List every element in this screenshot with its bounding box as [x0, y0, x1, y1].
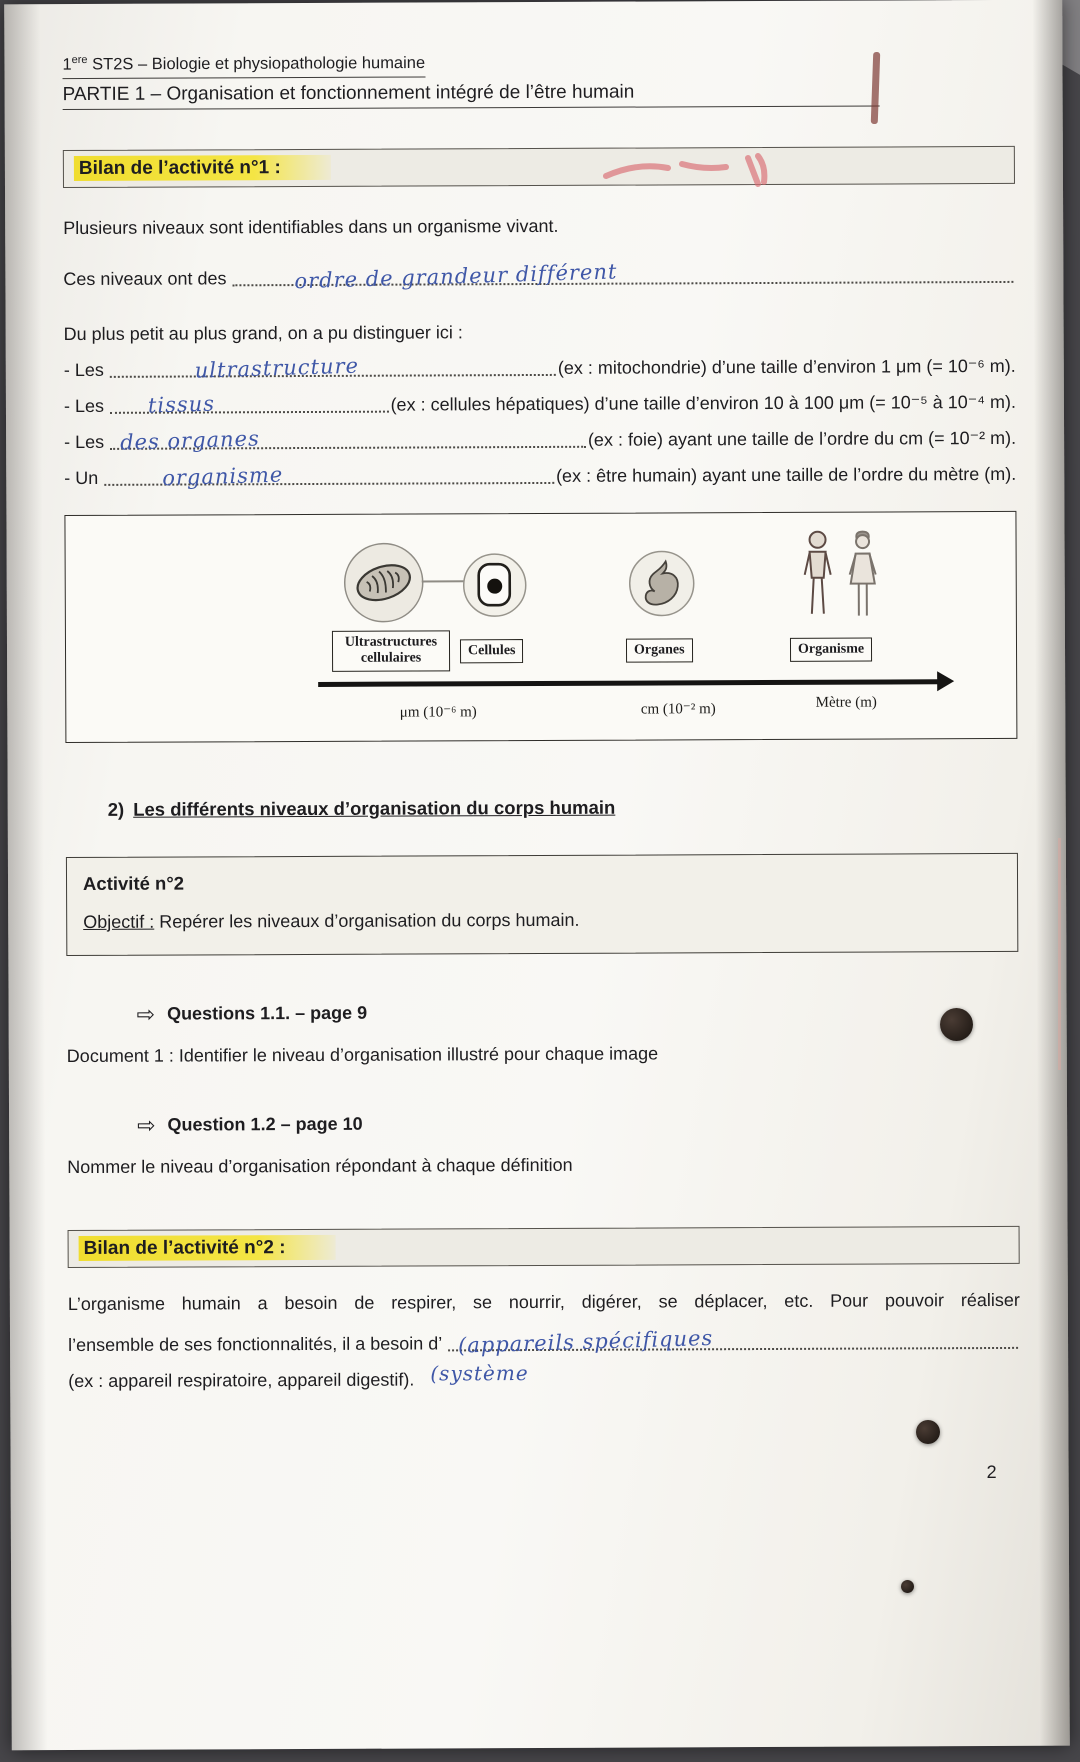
dotted-blank — [104, 462, 554, 490]
objectif-text: Repérer les niveaux d’organisation du corps humain. — [154, 909, 580, 932]
stomach-organ-icon — [628, 549, 696, 617]
item-prefix: - Un — [64, 467, 99, 488]
section-2-heading — [108, 794, 1018, 820]
bilan-activite-1-title: Bilan de l’activité n°1 : — [74, 154, 331, 180]
section-number: 2) — [107, 798, 125, 820]
question-1-1-body: Document 1 : Identifier le niveau d’organisation illustré pour chaque image — [66, 1042, 659, 1066]
scale-meter: Mètre (m) — [815, 694, 877, 711]
red-pen-mark — [598, 146, 788, 194]
item-text: (ex : être humain) ayant une taille de l’ordre du mètre (m). — [555, 463, 1017, 486]
course-title-number: 1 — [62, 55, 72, 74]
label-organisme: Organisme — [790, 637, 872, 662]
mitochondria-icon — [342, 540, 426, 624]
handwritten-answer-organisme: organisme — [161, 462, 284, 490]
bilan-activite-2-box — [68, 1225, 1020, 1267]
question-1-1-title: Questions 1.1. – page 9 — [166, 1002, 368, 1024]
bilan1-list-intro: Du plus petit au plus grand, on a pu distinguer ici : — [63, 321, 463, 344]
binder-hole — [940, 1008, 973, 1041]
bilan-activite-2-title: Bilan de l’activité n°2 : — [79, 1234, 336, 1260]
pink-edge-line — [1058, 838, 1061, 1070]
levels-figure — [64, 510, 1017, 742]
dotted-blank — [448, 1325, 1018, 1358]
figure-connector-line — [422, 580, 466, 582]
section-title: Les différents niveaux d’organisation du corps humain — [133, 796, 616, 820]
list-item — [63, 353, 1016, 383]
item-text: (ex : mitochondrie) d’une taille d’environ 1 μm (= 10⁻⁶ m). — [557, 355, 1016, 378]
question-1-1-heading — [137, 997, 1019, 1027]
bilan2-fill-prefix: l’ensemble de ses fonctionnalités, il a besoin d’ — [68, 1332, 443, 1355]
scale-centimeter: cm (10⁻² m) — [640, 700, 716, 718]
handwritten-answer-organes: des organes — [119, 425, 261, 455]
label-ultrastructures: Ultrastructures cellulaires — [332, 630, 450, 672]
objectif-label: Objectif : — [83, 911, 155, 932]
course-title — [62, 52, 425, 78]
binder-hole — [916, 1420, 940, 1444]
label-cellules: Cellules — [460, 639, 524, 664]
bilan-activite-1-box — [63, 145, 1015, 187]
bilan2-fill-line — [68, 1325, 1020, 1358]
bilan2-paragraph-line3 — [68, 1360, 1020, 1391]
scale-arrow-icon — [318, 679, 938, 687]
bilan2-example-text: (ex : appareil respiratoire, appareil digestif). — [68, 1369, 415, 1391]
bilan1-intro: Plusieurs niveaux sont identifiables dans un organisme vivant. — [63, 215, 559, 238]
activite-2-title: Activité n°2 — [82, 872, 185, 894]
page-number: 2 — [986, 1462, 997, 1483]
cell-icon — [462, 552, 528, 618]
item-prefix: - Les — [63, 359, 104, 380]
item-prefix: - Les — [64, 431, 105, 452]
paper-sheet — [4, 0, 1070, 1750]
binder-hole — [901, 1580, 914, 1593]
handwritten-answer-appareils: (appareils spécifiques — [457, 1325, 714, 1358]
activite-2-objectif — [83, 907, 1001, 932]
handwritten-answer-ultrastructure: ultrastructure — [194, 353, 360, 383]
page-content — [62, 50, 1020, 1392]
label-organes: Organes — [626, 638, 693, 663]
right-scan-shadow — [1032, 0, 1070, 1746]
activite-2-box — [66, 852, 1018, 955]
dotted-blank — [233, 258, 1014, 293]
dotted-blank — [110, 425, 586, 455]
item-text: (ex : cellules hépatiques) d’une taille d’environ 10 à 100 μm (= 10⁻⁵ à 10⁻⁴ m). — [390, 391, 1016, 415]
handwritten-answer-grandeur: ordre de grandeur différent — [294, 258, 618, 293]
question-1-2-title: Question 1.2 – page 10 — [167, 1113, 363, 1135]
item-prefix: - Les — [63, 395, 105, 416]
levels-list — [64, 355, 1017, 488]
course-title-sup: ere — [71, 53, 88, 67]
arrow-right-icon: ⇨ — [137, 1112, 156, 1138]
bilan1-fill-line — [63, 258, 1015, 293]
part-title: PARTIE 1 – Organisation et fonctionnement intégré de l’être humain — [63, 75, 880, 110]
left-scan-shadow — [4, 4, 48, 1750]
bilan2-paragraph-line1: L’organisme humain a besoin de respirer, se nourrir, digérer, se déplacer, etc. Pour pouvoir réaliser — [67, 1289, 1020, 1314]
scale-micrometer: μm (10⁻⁶ m) — [399, 703, 477, 721]
human-figures-icon — [787, 526, 897, 626]
list-item — [64, 425, 1017, 455]
dotted-blank — [110, 353, 556, 383]
fill-prefix: Ces niveaux ont des — [63, 267, 227, 289]
list-item — [64, 391, 1016, 416]
question-1-2-heading — [137, 1108, 1019, 1138]
item-text: (ex : foie) ayant une taille de l’ordre du cm (= 10⁻² m). — [587, 427, 1017, 450]
arrow-right-icon: ⇨ — [136, 1001, 156, 1027]
dotted-blank — [110, 391, 389, 418]
handwritten-answer-systeme: (système — [430, 1360, 529, 1385]
handwritten-answer-tissus: tissus — [147, 391, 216, 418]
list-item — [64, 463, 1016, 488]
question-1-2-body: Nommer le niveau d’organisation répondant à chaque définition — [67, 1154, 573, 1177]
course-title-text: ST2S – Biologie et physiopathologie humaine — [87, 53, 426, 74]
